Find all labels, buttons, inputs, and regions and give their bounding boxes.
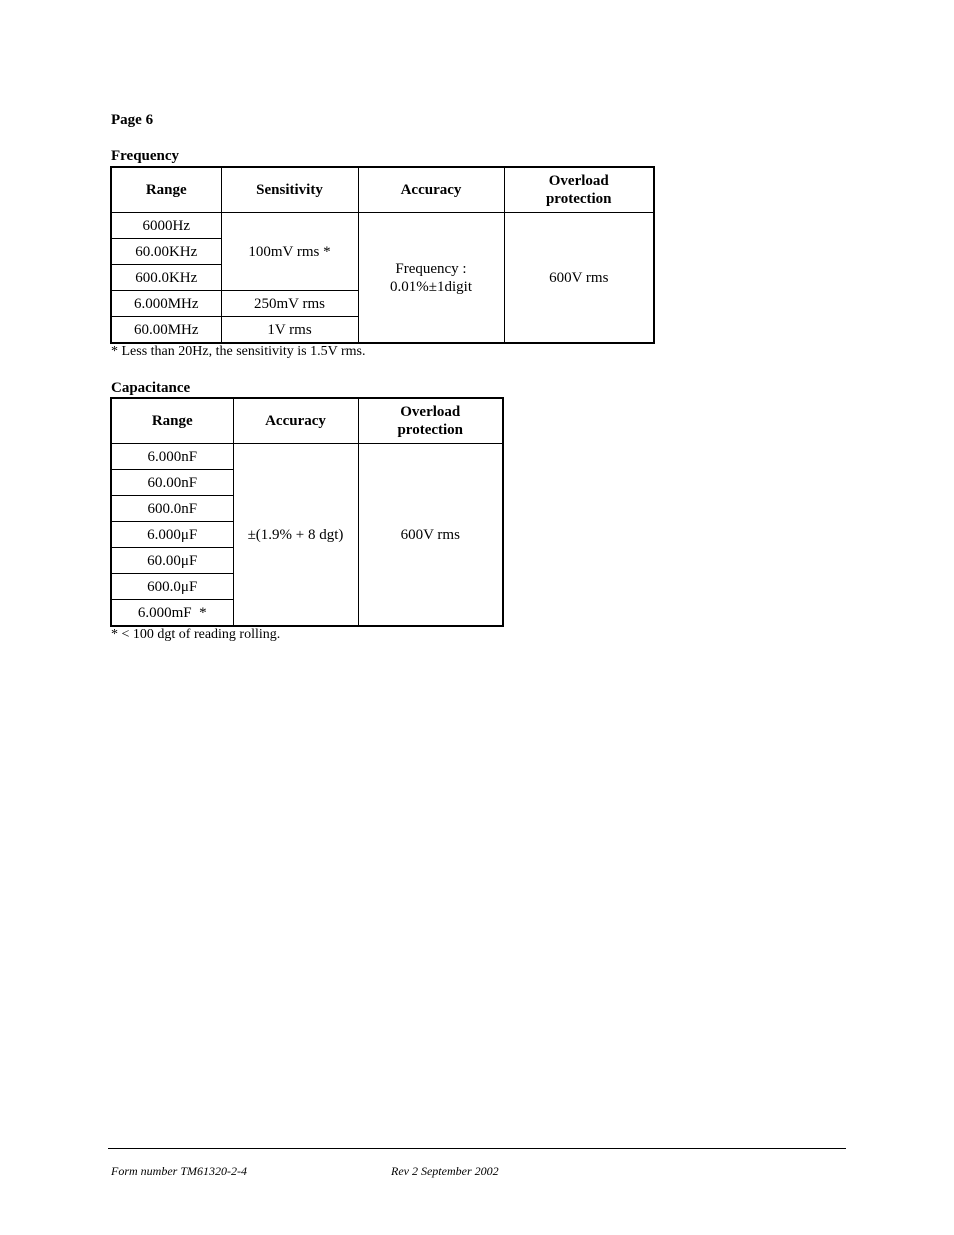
accuracy-line-2: 0.01%±1digit bbox=[390, 278, 472, 295]
header-accuracy: Accuracy bbox=[233, 398, 358, 444]
page-label: Page 6 bbox=[111, 112, 154, 128]
table-row bbox=[111, 213, 654, 239]
frequency-note: * Less than 20Hz, the sensitivity is 1.5V rms. bbox=[111, 344, 366, 359]
range-cell: 6.000μF bbox=[111, 522, 233, 548]
accuracy-cell: ±(1.9% + 8 dgt) bbox=[233, 444, 358, 627]
footer-form-number: Form number TM61320-2-4 bbox=[111, 1164, 247, 1178]
range-cell: 60.00MHz bbox=[111, 317, 221, 344]
header-overload: Overload protection bbox=[358, 398, 503, 444]
accuracy-line-1: Frequency : bbox=[395, 260, 467, 277]
range-cell: 6.000mF * bbox=[111, 600, 233, 627]
header-range: Range bbox=[111, 398, 233, 444]
header-accuracy: Accuracy bbox=[358, 167, 504, 213]
sensitivity-cell: 1V rms bbox=[221, 317, 358, 344]
range-cell: 60.00nF bbox=[111, 470, 233, 496]
overload-cell: 600V rms bbox=[358, 444, 503, 627]
range-cell: 60.00KHz bbox=[111, 239, 221, 265]
capacitance-header-row bbox=[111, 398, 503, 444]
footer-divider bbox=[108, 1148, 846, 1149]
range-cell: 600.0μF bbox=[111, 574, 233, 600]
frequency-title: Frequency bbox=[111, 148, 180, 164]
range-cell: 6000Hz bbox=[111, 213, 221, 239]
overload-cell: 600V rms bbox=[504, 213, 654, 344]
range-cell: 6.000nF bbox=[111, 444, 233, 470]
accuracy-cell bbox=[358, 213, 504, 344]
header-overload: Overload protection bbox=[504, 167, 654, 213]
header-range: Range bbox=[111, 167, 221, 213]
capacitance-table bbox=[110, 397, 504, 627]
capacitance-title: Capacitance bbox=[111, 380, 191, 396]
frequency-table bbox=[110, 166, 655, 344]
sensitivity-cell: 100mV rms * bbox=[221, 213, 358, 291]
range-cell: 6.000MHz bbox=[111, 291, 221, 317]
sensitivity-cell: 250mV rms bbox=[221, 291, 358, 317]
range-cell: 60.00μF bbox=[111, 548, 233, 574]
table-row bbox=[111, 444, 503, 470]
frequency-header-row bbox=[111, 167, 654, 213]
capacitance-note: * < 100 dgt of reading rolling. bbox=[111, 627, 281, 642]
range-cell: 600.0KHz bbox=[111, 265, 221, 291]
range-cell: 600.0nF bbox=[111, 496, 233, 522]
footer-revision: Rev 2 September 2002 bbox=[391, 1164, 499, 1178]
header-sensitivity: Sensitivity bbox=[221, 167, 358, 213]
